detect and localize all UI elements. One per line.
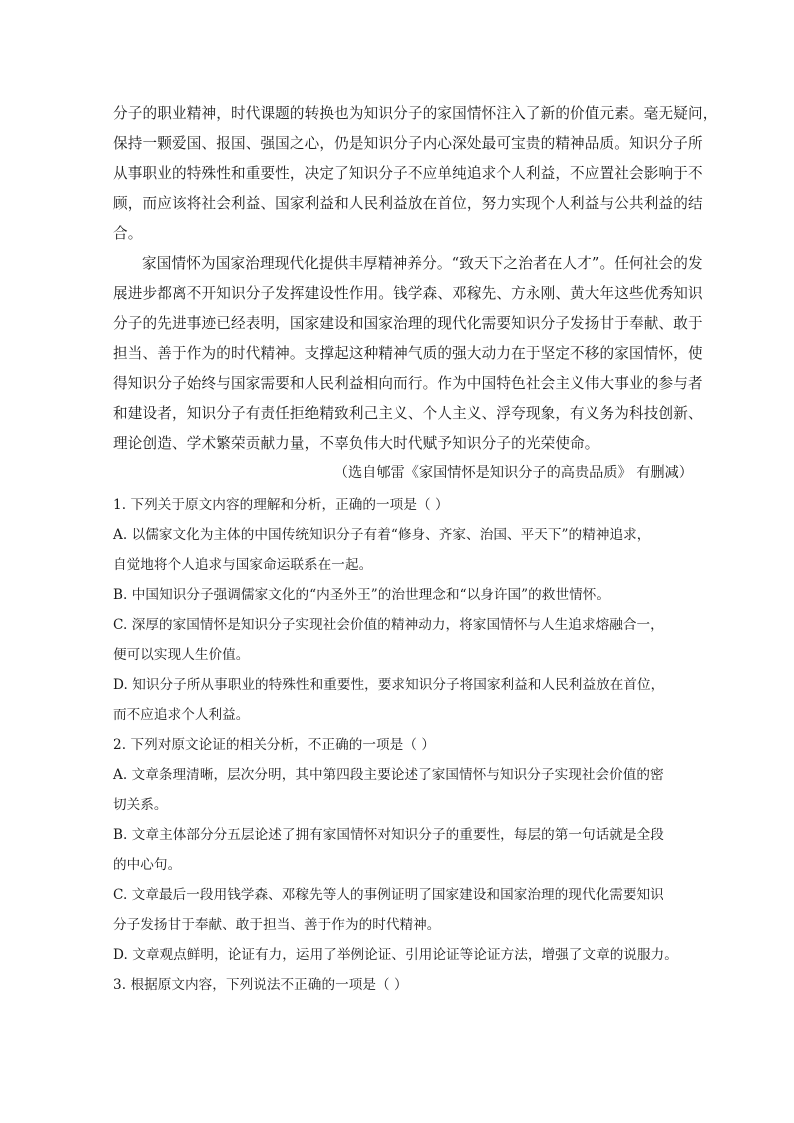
text-line: 分子的职业精神，时代课题的转换也为知识分子的家国情怀注入了新的价值元素。毫无疑问， bbox=[113, 105, 718, 122]
question-1-option-d: D. 知识分子所从事职业的特殊性和重要性，要求知识分子将国家利益和人民利益放在首位， bbox=[113, 677, 665, 693]
question-1-stem: 1. 下列关于原文内容的理解和分析，正确的一项是（ ） bbox=[113, 497, 449, 513]
question-2-option-c: C. 文章最后一段用钱学森、邓稼先等人的事例证明了国家建设和国家治理的现代化需要知识 bbox=[113, 887, 664, 903]
text-line: 担当、善于作为的时代精神。支撑起这种精神气质的强大动力在于坚定不移的家国情怀，使 bbox=[113, 345, 703, 362]
question-1-option-b: B. 中国知识分子强调儒家文化的“内圣外王”的治世理念和“以身许国”的救世情怀。 bbox=[113, 587, 611, 603]
text-line: 合。 bbox=[113, 225, 143, 242]
question-2-option-b-cont: 的中心句。 bbox=[113, 857, 182, 873]
question-2-option-d: D. 文章观点鲜明，论证有力，运用了举例论证、引用论证等论证方法，增强了文章的说服力。 bbox=[113, 947, 678, 963]
text-line: 从事职业的特殊性和重要性，决定了知识分子不应单纯追求个人利益，不应置社会影响于不 bbox=[113, 165, 703, 182]
text-line: 保持一颗爱国、报国、强国之心，仍是知识分子内心深处最可宝贵的精神品质。知识分子所 bbox=[113, 135, 703, 152]
question-2-stem: 2. 下列对原文论证的相关分析，不正确的一项是（ ） bbox=[113, 737, 435, 753]
text-line: 和建设者，知识分子有责任拒绝精致利己主义、个人主义、浮夸现象，有义务为科技创新、 bbox=[113, 405, 703, 422]
text-line: 展进步都离不开知识分子发挥建设性作用。钱学森、邓稼先、方永刚、黄大年这些优秀知识 bbox=[113, 285, 703, 302]
question-2-option-c-cont: 分子发扬甘于奉献、敢于担当、善于作为的时代精神。 bbox=[113, 917, 441, 933]
question-1-option-a: A. 以儒家文化为主体的中国传统知识分子有着“修身、齐家、治国、平天下”的精神追求， bbox=[113, 527, 651, 543]
questions-section bbox=[113, 490, 693, 1000]
text-line: 顾，而应该将社会利益、国家利益和人民利益放在首位，努力实现个人利益与公共利益的结 bbox=[113, 195, 703, 212]
question-2-option-b: B. 文章主体部分分五层论述了拥有家国情怀对知识分子的重要性，每层的第一句话就是全段 bbox=[113, 827, 664, 843]
text-line: 得知识分子始终与国家需要和人民利益相向而行。作为中国特色社会主义伟大事业的参与者 bbox=[113, 375, 703, 392]
passage-paragraph-1 bbox=[113, 99, 718, 249]
question-1-option-c: C. 深厚的家国情怀是知识分子实现社会价值的精神动力，将家国情怀与人生追求熔融合一， bbox=[113, 617, 664, 633]
question-1-option-d-cont: 而不应追求个人利益。 bbox=[113, 707, 250, 723]
question-2-option-a: A. 文章条理清晰，层次分明，其中第四段主要论述了家国情怀与知识分子实现社会价值的密 bbox=[113, 767, 664, 783]
text-line: 家国情怀为国家治理现代化提供丰厚精神养分。“致天下之治者在人才”。任何社会的发 bbox=[142, 255, 703, 272]
question-1-option-c-cont: 便可以实现人生价值。 bbox=[113, 647, 250, 663]
source-citation: （选自郇雷《家国情怀是知识分子的高贵品质》 有删减） bbox=[333, 465, 693, 481]
question-1-option-a-cont: 自觉地将个人追求与国家命运联系在一起。 bbox=[113, 557, 373, 573]
passage-paragraph-2 bbox=[113, 249, 703, 459]
text-line: 分子的先进事迹已经表明，国家建设和国家治理的现代化需要知识分子发扬甘于奉献、敢于 bbox=[113, 315, 703, 332]
question-2-option-a-cont: 切关系。 bbox=[113, 797, 168, 813]
text-line: 理论创造、学术繁荣贡献力量，不辜负伟大时代赋予知识分子的光荣使命。 bbox=[113, 435, 600, 452]
question-3-stem: 3. 根据原文内容，下列说法不正确的一项是（ ） bbox=[113, 977, 408, 993]
document-body bbox=[113, 99, 718, 1000]
